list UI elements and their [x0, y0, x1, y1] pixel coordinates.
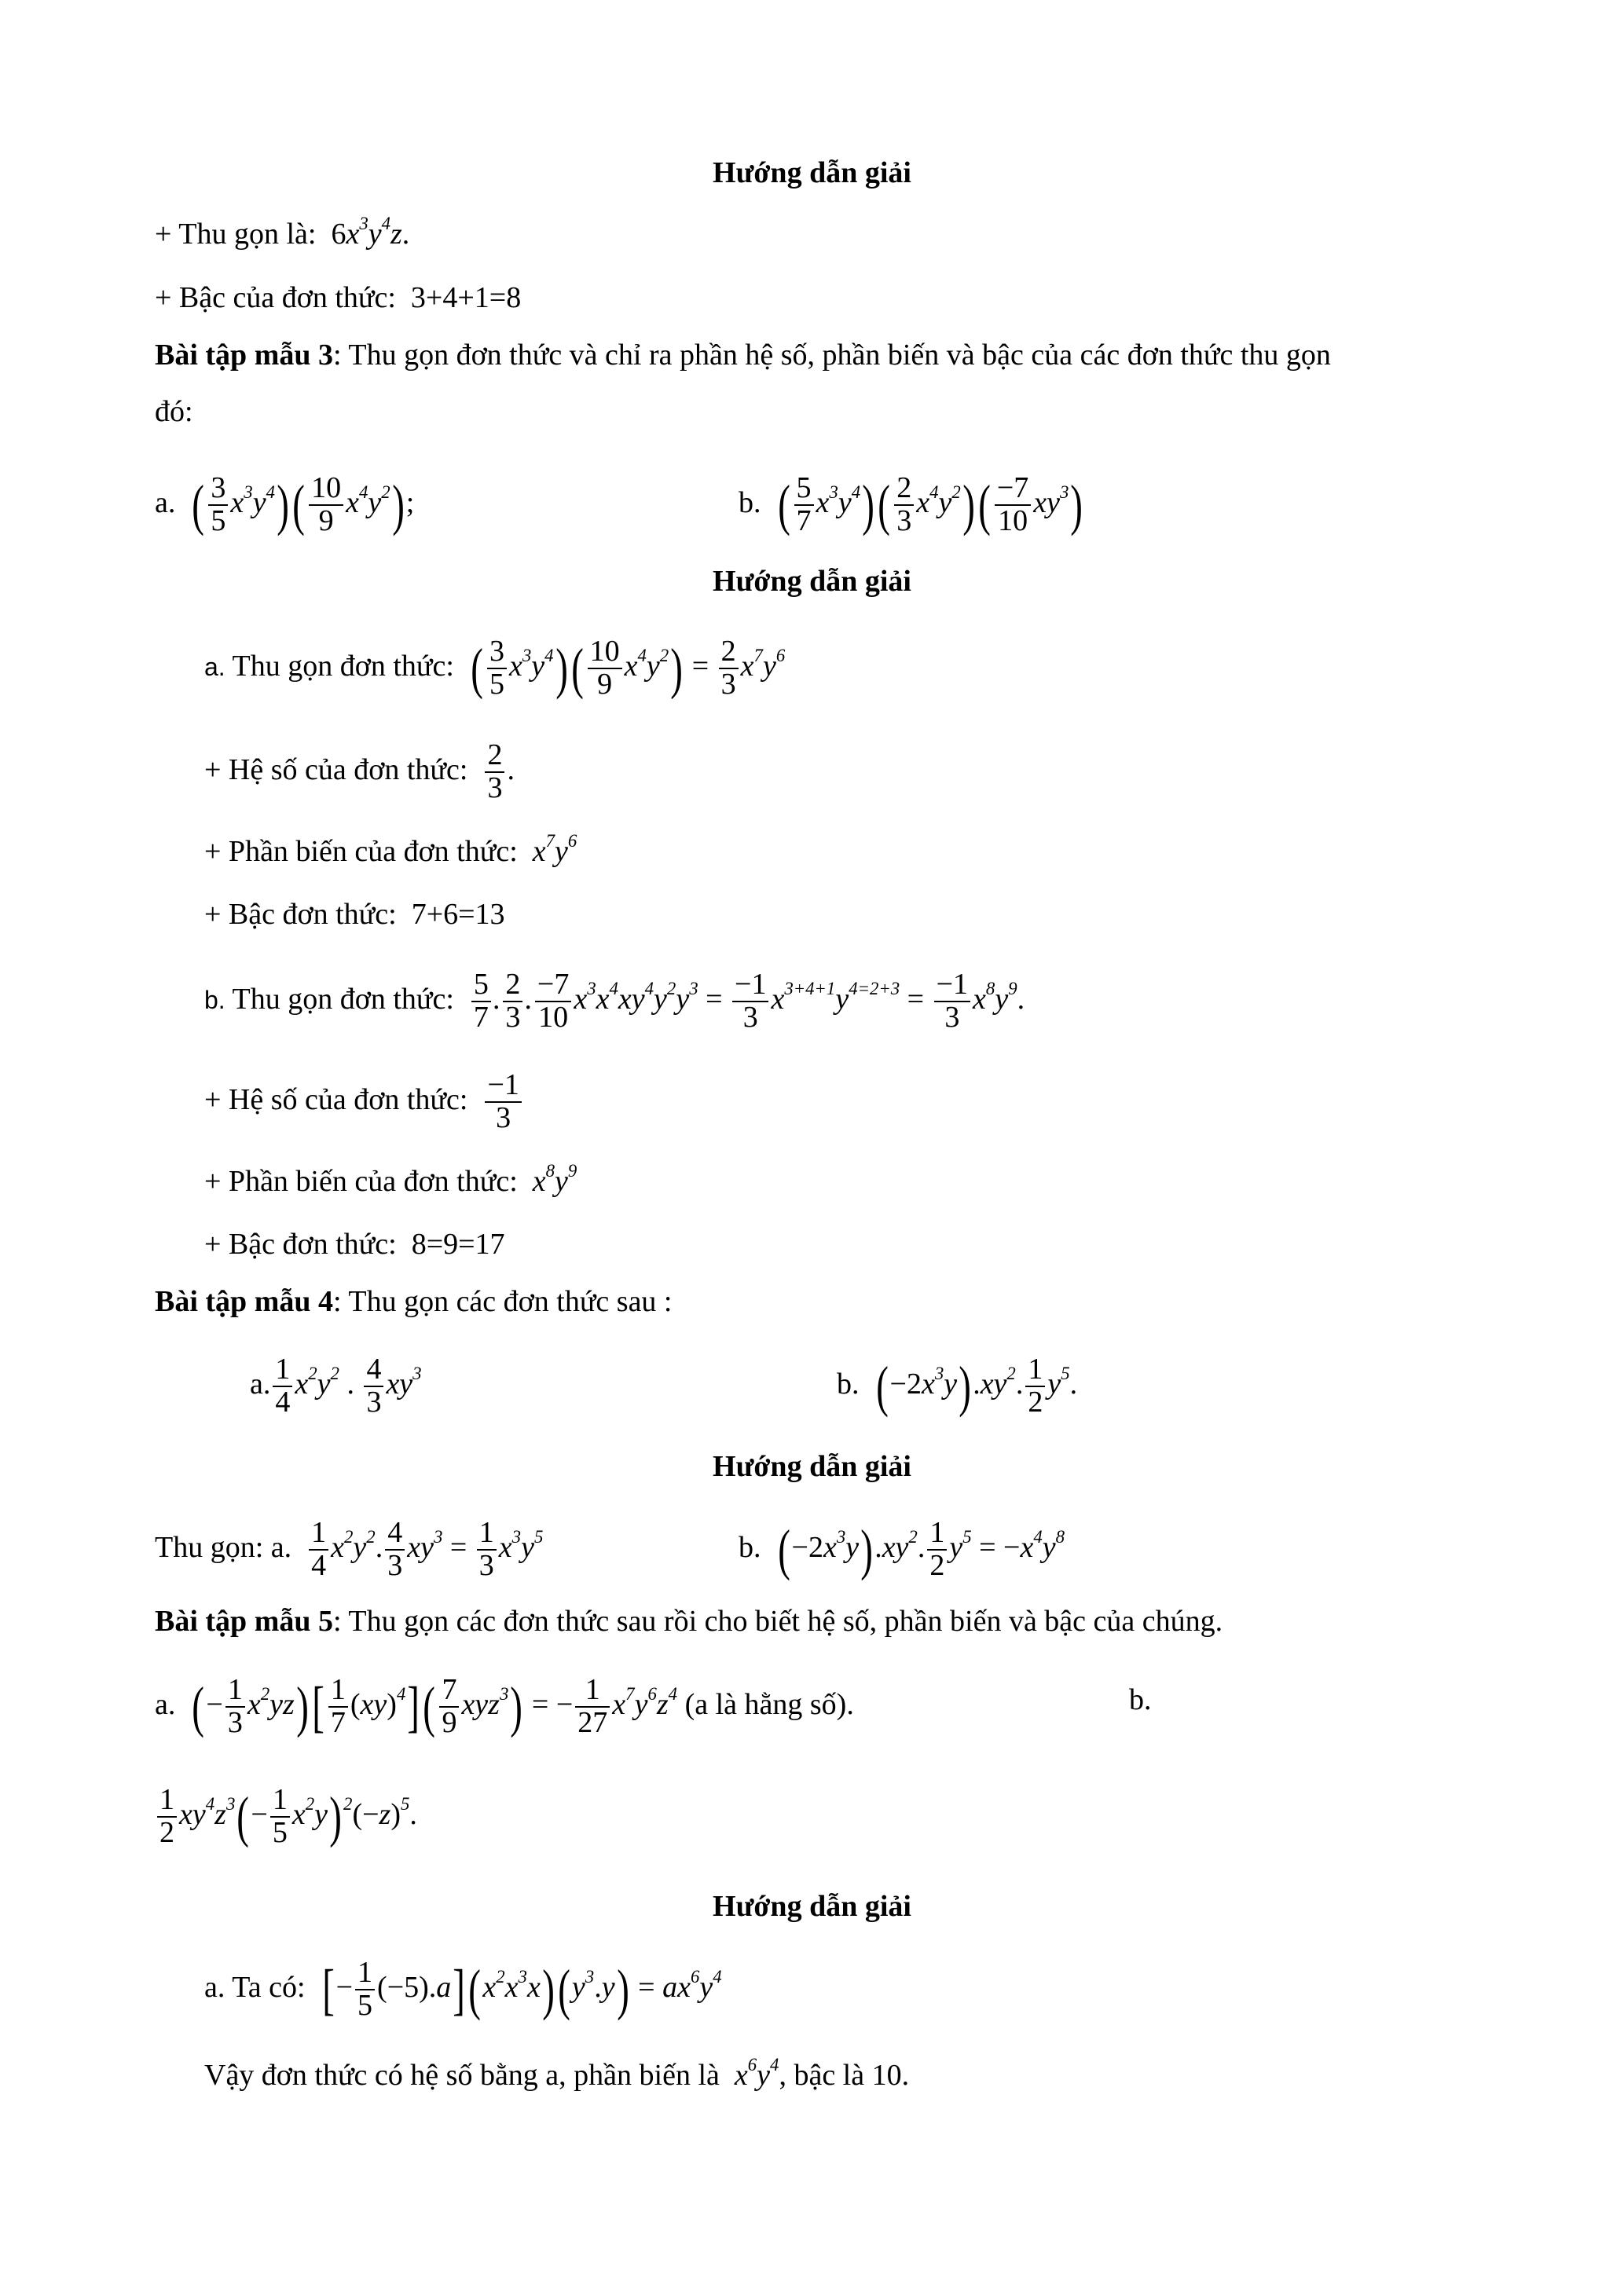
- solution-5-conclusion: [204, 2056, 909, 2094]
- intro-reduced-label: + Thu gọn là:: [155, 218, 317, 251]
- exercise-3b: [739, 463, 1084, 542]
- solution-4b: [739, 1508, 1065, 1587]
- solution-3b: [204, 960, 1025, 1039]
- exercise-3a-label: a.: [155, 486, 176, 519]
- solution-4a: [155, 1508, 543, 1587]
- solution-3b-coefficient-value: $\frac{-1}{3}$: [475, 1083, 524, 1116]
- exercise-3-statement: [155, 336, 1331, 374]
- solution-5-conclusion-2: , bậc là 10.: [779, 2059, 910, 2092]
- solution-heading-4: Hướng dẫn giải: [713, 1450, 911, 1483]
- intro-reduced-line: [155, 215, 409, 253]
- solution-3b-degree: [204, 1225, 505, 1263]
- exercise-4-text: : Thu gọn các đơn thức sau :: [332, 1285, 673, 1318]
- solution-5a-label: a.: [204, 1971, 225, 2004]
- solution-5a-formula: [− $\frac{1}{5}$ $(-5).a](x^2x^3x)(y^3.y) = ax^6y^4$: [321, 1956, 722, 2023]
- solution-3a-text: Thu gọn đơn thức:: [232, 650, 454, 683]
- solution-3a-degree-value: 7+6=13: [404, 898, 505, 931]
- solution-3b-degree-label: + Bậc đơn thức:: [204, 1228, 397, 1261]
- exercise-5b-formula: [155, 1775, 417, 1854]
- exercise-5a: [155, 1665, 854, 1744]
- exercise-4b: [837, 1345, 1077, 1423]
- solution-4a-formula: $\frac{1}{4}$ $x^2y^2$. $\frac{4}{3}$ $xy^3$ = $\frac{1}{3}$ $x^3y^5$: [299, 1531, 544, 1564]
- exercise-3a-formula: ( $\frac{3}{5}$ $x^3y^4$)( $\frac{10}{9}$ $x^4y^2$);: [192, 471, 415, 538]
- solution-3b-coefficient: [204, 1060, 524, 1139]
- solution-3a-coefficient-value: $\frac{2}{3}$ .: [475, 753, 515, 786]
- exercise-5-statement: [155, 1602, 1223, 1640]
- solution-3a-coefficient: [204, 731, 515, 809]
- solution-4-label: Thu gọn: a.: [155, 1531, 292, 1564]
- exercise-4-title: Bài tập mẫu 4: [155, 1285, 333, 1318]
- exercise-3-title: Bài tập mẫu 3: [155, 339, 333, 372]
- solution-5-conclusion-formula: $x^6y^4$: [727, 2054, 779, 2092]
- exercise-5b-expression: $\frac{1}{2}$ $xy^4z^3(-$ $\frac{1}{5}$ $x^2y)^2(-z)^5$.: [155, 1798, 417, 1831]
- exercise-5b-label: b.: [1129, 1683, 1152, 1716]
- solution-3b-variable-label: + Phần biến của đơn thức:: [204, 1165, 518, 1198]
- solution-3b-text: Thu gọn đơn thức:: [232, 983, 454, 1016]
- solution-3a-coefficient-label: + Hệ số của đơn thức:: [204, 753, 468, 786]
- exercise-3a: [155, 463, 414, 542]
- solution-heading-3: Hướng dẫn giải: [713, 565, 911, 598]
- exercise-4b-formula: $(-2x^3y).xy^2$. $\frac{1}{2}$ $y^5$.: [875, 1353, 1078, 1419]
- intro-degree-label: + Bậc của đơn thức:: [155, 281, 396, 314]
- solution-heading-5: Hướng dẫn giải: [713, 1890, 911, 1923]
- exercise-4b-label: b.: [837, 1368, 860, 1401]
- solution-3a-variable-value: $x^7y^6$: [525, 830, 577, 868]
- exercise-4a-formula: $\frac{1}{4}$ $x^2y^2$ . $\frac{4}{3}$ $xy^3$: [270, 1368, 421, 1401]
- exercise-3b-label: b.: [739, 486, 761, 519]
- exercise-3-text: : Thu gọn đơn thức và chỉ ra phần hệ số, phần biến và bậc của các đơn thức thu gọn: [332, 339, 1331, 372]
- exercise-5a-note: (a là hằng số).: [684, 1688, 854, 1721]
- exercise-3-statement-cont: đó:: [155, 395, 193, 428]
- exercise-5-text: : Thu gọn các đơn thức sau rồi cho biết hệ số, phần biến và bậc của chúng.: [332, 1605, 1223, 1638]
- exercise-3b-formula: ( $\frac{5}{7}$ $x^3y^4$)( $\frac{2}{3}$ $x^4y^2$)( $\frac{-7}{10}$ $xy^3$): [777, 471, 1083, 538]
- exercise-5-title: Bài tập mẫu 5: [155, 1605, 333, 1638]
- solution-heading: Hướng dẫn giải: [713, 156, 911, 189]
- solution-3a-label: a.: [204, 653, 225, 681]
- exercise-4-statement: [155, 1283, 673, 1320]
- solution-3b-variable-value: $x^8y^9$: [525, 1160, 577, 1198]
- solution-4b-formula: $(-2x^3y).xy^2$. $\frac{1}{2}$ $y^5 = -x^4y^8$: [777, 1516, 1065, 1583]
- solution-5a: [204, 1948, 722, 2027]
- intro-degree-line: [155, 279, 521, 317]
- exercise-5a-label: a.: [155, 1688, 176, 1721]
- solution-3b-formula: $\frac{5}{7}$ . $\frac{2}{3}$ . $\frac{-7}{10}$ $x^3x^4xy^4y^2y^3$ = $\frac{-1}{3}$ $x^{3+4+1}y^{4=2+3}$ = $\frac{-1}{3}$ $x^8y^9$.: [461, 983, 1025, 1016]
- solution-3a-variable: [204, 830, 577, 870]
- intro-reduced-formula: $6x^3y^4z$.: [331, 213, 410, 251]
- solution-3b-label: b.: [204, 986, 225, 1014]
- solution-3b-variable: [204, 1160, 577, 1200]
- solution-5a-text: Ta có:: [232, 1971, 306, 2004]
- solution-3a-variable-label: + Phần biến của đơn thức:: [204, 835, 518, 868]
- exercise-4a: [250, 1345, 422, 1423]
- exercise-5a-formula: (− $\frac{1}{3}$ $x^2yz$)[ $\frac{1}{7}$ (xy)$^4$]( $\frac{7}{9}$ xyz$^3$) = − $\frac{1}{27}$ $x^7y^6z^4$: [192, 1673, 678, 1740]
- solution-4b-label: b.: [739, 1531, 761, 1564]
- solution-3a: [204, 627, 785, 706]
- solution-3b-coefficient-label: + Hệ số của đơn thức:: [204, 1083, 468, 1116]
- solution-3a-degree-label: + Bậc đơn thức:: [204, 898, 397, 931]
- solution-5-conclusion-1: Vậy đơn thức có hệ số bằng a, phần biến là: [204, 2059, 720, 2092]
- solution-3b-degree-value: 8=9=17: [404, 1228, 505, 1261]
- solution-3a-formula: ( $\frac{3}{5}$ $x^3y^4$)( $\frac{10}{9}$ $x^4y^2$) = $\frac{2}{3}$ $x^7y^6$: [471, 635, 786, 701]
- intro-degree-formula: 3+4+1=8: [403, 281, 522, 314]
- exercise-4a-label: a.: [250, 1368, 271, 1401]
- solution-3a-degree: [204, 895, 505, 933]
